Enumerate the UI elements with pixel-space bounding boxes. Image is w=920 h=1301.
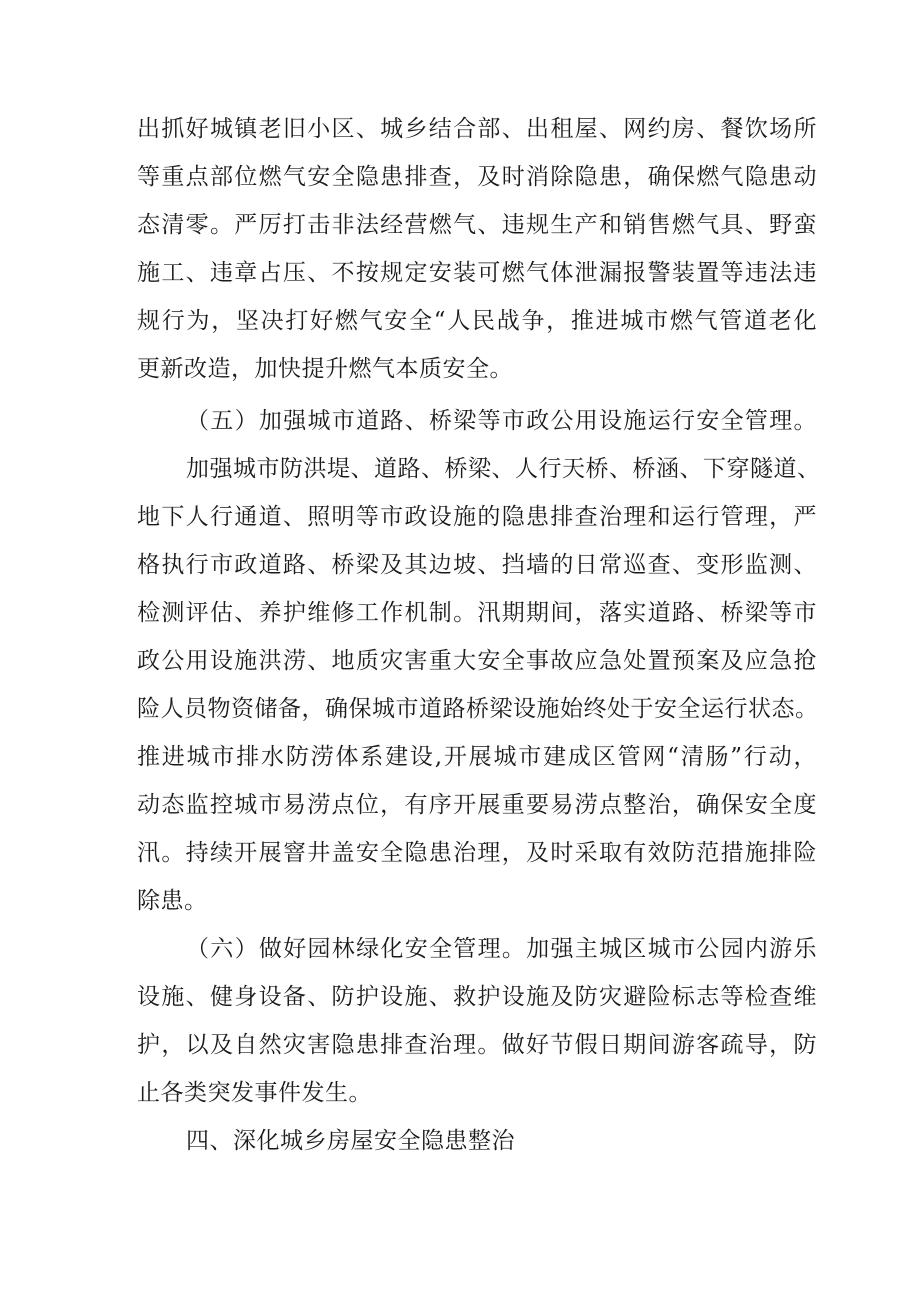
text-line: 态清零。严厉打击非法经营燃气、违规生产和销售燃气具、野蛮	[137, 212, 817, 238]
text-line: 加强城市防洪堤、道路、桥梁、人行天桥、桥涵、下穿隧道、	[186, 456, 821, 482]
section-heading-4: 四、深化城乡房屋安全隐患整治	[186, 1128, 515, 1154]
text-line: 险人员物资储备，确保城市道路桥梁设施始终处于安全运行状态。	[137, 696, 819, 722]
text-line: 护，以及自然灾害隐患排查治理。做好节假日期间游客疏导，防	[137, 1032, 817, 1058]
section-heading-6: （六）做好园林绿化安全管理。加强主城区城市公园内游乐	[186, 936, 817, 962]
text-line: 格执行市政道路、桥梁及其边坡、挡墙的日常巡查、变形监测、	[137, 552, 817, 578]
text-line: 更新改造，加快提升燃气本质安全。	[137, 356, 513, 382]
section-heading-5: （五）加强城市道路、桥梁等市政公用设施运行安全管理。	[186, 408, 817, 434]
text-line: 汛。持续开展窨井盖安全隐患治理，及时采取有效防范措施排险	[137, 840, 817, 866]
text-line: 施工、违章占压、不按规定安装可燃气体泄漏报警装置等违法违	[137, 260, 817, 286]
text-line: 推进城市排水防涝体系建设,开展城市建成区管网“清肠”行动，	[137, 744, 817, 770]
text-line: 除患。	[137, 888, 208, 914]
text-line: 规行为，坚决打好燃气安全“人民战争，推进城市燃气管道老化	[137, 308, 817, 334]
text-line: 地下人行通道、照明等市政设施的隐患排查治理和运行管理，严	[137, 504, 817, 530]
text-line: 出抓好城镇老旧小区、城乡结合部、出租屋、网约房、餐饮场所	[137, 116, 817, 142]
text-line: 设施、健身设备、防护设施、救护设施及防灾避险标志等检查维	[137, 984, 817, 1010]
text-line: 止各类突发事件发生。	[137, 1080, 372, 1106]
text-line: 等重点部位燃气安全隐患排查，及时消除隐患，确保燃气隐患动	[137, 164, 817, 190]
text-line: 动态监控城市易涝点位，有序开展重要易涝点整治，确保安全度	[137, 792, 817, 818]
text-line: 检测评估、养护维修工作机制。汛期期间，落实道路、桥梁等市	[137, 600, 817, 626]
text-line: 政公用设施洪涝、地质灾害重大安全事故应急处置预案及应急抢	[137, 648, 817, 674]
